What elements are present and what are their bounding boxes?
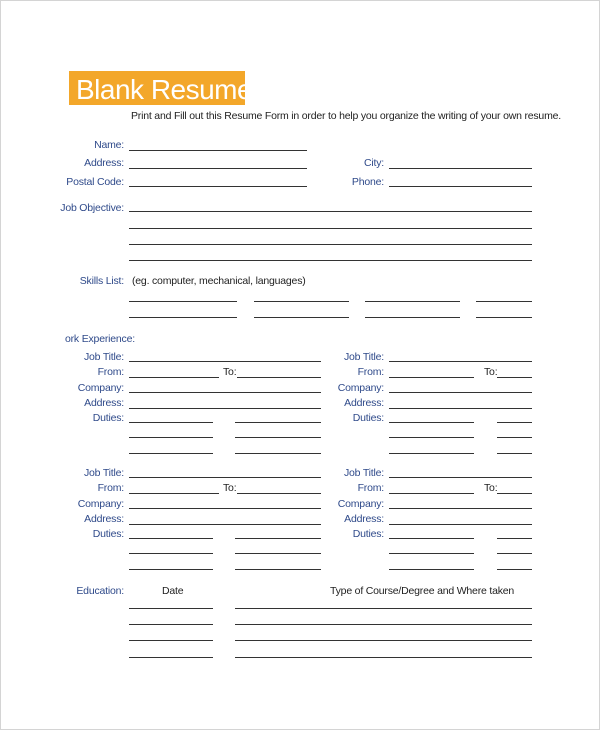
company-label: Company:	[77, 382, 124, 394]
postal-code-field[interactable]	[129, 186, 307, 187]
from-label: From:	[357, 366, 384, 378]
education-course-field[interactable]	[235, 657, 532, 658]
from-field[interactable]	[389, 493, 474, 494]
duties-field[interactable]	[235, 569, 321, 570]
job-title-label: Job Title:	[83, 351, 124, 363]
duties-field[interactable]	[235, 437, 321, 438]
duties-field[interactable]	[497, 569, 532, 570]
education-label: Education:	[76, 585, 124, 597]
duties-field[interactable]	[497, 422, 532, 423]
course-header: Type of Course/Degree and Where taken	[330, 585, 515, 597]
duties-field[interactable]	[389, 437, 474, 438]
duties-field[interactable]	[389, 538, 474, 539]
from-field[interactable]	[129, 493, 219, 494]
skills-hint: (eg. computer, mechanical, languages)	[132, 275, 306, 287]
page-subtitle: Print and Fill out this Resume Form in order to help you organize the writing of your own resume.	[131, 110, 561, 122]
phone-field[interactable]	[389, 186, 532, 187]
skill-field[interactable]	[254, 317, 349, 318]
duties-label: Duties:	[92, 528, 124, 540]
company-label: Company:	[77, 498, 124, 510]
job-title-field[interactable]	[389, 361, 532, 362]
duties-field[interactable]	[129, 553, 213, 554]
date-header: Date	[162, 585, 184, 597]
name-label: Name:	[94, 139, 124, 151]
skill-field[interactable]	[365, 317, 460, 318]
from-label: From:	[97, 482, 124, 494]
duties-field[interactable]	[235, 538, 321, 539]
duties-field[interactable]	[497, 453, 532, 454]
skill-field[interactable]	[129, 317, 237, 318]
education-course-field[interactable]	[235, 624, 532, 625]
education-date-field[interactable]	[129, 640, 213, 641]
to-field[interactable]	[237, 377, 321, 378]
to-label: To:	[223, 482, 237, 494]
duties-field[interactable]	[129, 538, 213, 539]
page-title: Blank Resume	[76, 74, 253, 105]
education-date-field[interactable]	[129, 657, 213, 658]
company-field[interactable]	[129, 392, 321, 393]
to-label: To:	[223, 366, 237, 378]
duties-field[interactable]	[129, 453, 213, 454]
skill-field[interactable]	[476, 317, 532, 318]
duties-field[interactable]	[129, 569, 213, 570]
city-field[interactable]	[389, 168, 532, 169]
duties-field[interactable]	[389, 453, 474, 454]
duties-field[interactable]	[235, 453, 321, 454]
objective-line[interactable]	[129, 260, 532, 261]
company-label: Company:	[337, 498, 384, 510]
address-label: Address:	[84, 397, 124, 409]
city-label: City:	[363, 157, 384, 169]
duties-label: Duties:	[352, 528, 384, 540]
job-title-label: Job Title:	[83, 467, 124, 479]
job-title-label: Job Title:	[343, 351, 384, 363]
duties-field[interactable]	[235, 422, 321, 423]
from-field[interactable]	[389, 377, 474, 378]
job-title-field[interactable]	[389, 477, 532, 478]
duties-field[interactable]	[129, 422, 213, 423]
skill-field[interactable]	[129, 301, 237, 302]
objective-line[interactable]	[129, 228, 532, 229]
address-label: Address:	[344, 513, 384, 525]
address-field[interactable]	[389, 524, 532, 525]
duties-field[interactable]	[389, 422, 474, 423]
address-label: Address:	[84, 513, 124, 525]
education-course-field[interactable]	[235, 640, 532, 641]
job-title-label: Job Title:	[343, 467, 384, 479]
objective-line[interactable]	[129, 211, 532, 212]
work-experience-label: ork Experience:	[65, 333, 135, 345]
address-label: Address:	[344, 397, 384, 409]
company-field[interactable]	[389, 508, 532, 509]
duties-field[interactable]	[129, 437, 213, 438]
duties-field[interactable]	[235, 553, 321, 554]
from-label: From:	[97, 366, 124, 378]
duties-field[interactable]	[389, 553, 474, 554]
from-field[interactable]	[129, 377, 219, 378]
skill-field[interactable]	[254, 301, 349, 302]
company-label: Company:	[337, 382, 384, 394]
company-field[interactable]	[129, 508, 321, 509]
education-date-field[interactable]	[129, 608, 213, 609]
postal-code-label: Postal Code:	[66, 176, 124, 188]
duties-field[interactable]	[389, 569, 474, 570]
duties-field[interactable]	[497, 437, 532, 438]
education-course-field[interactable]	[235, 608, 532, 609]
phone-label: Phone:	[351, 176, 384, 188]
address-field[interactable]	[389, 408, 532, 409]
from-label: From:	[357, 482, 384, 494]
address-field[interactable]	[129, 408, 321, 409]
skills-list-label: Skills List:	[79, 275, 124, 287]
to-label: To:	[484, 366, 498, 378]
skill-field[interactable]	[365, 301, 460, 302]
to-field[interactable]	[497, 377, 532, 378]
education-date-field[interactable]	[129, 624, 213, 625]
to-field[interactable]	[497, 493, 532, 494]
duties-field[interactable]	[497, 553, 532, 554]
address-label: Address:	[84, 157, 124, 169]
to-field[interactable]	[237, 493, 321, 494]
duties-field[interactable]	[497, 538, 532, 539]
address-field[interactable]	[129, 168, 307, 169]
objective-line[interactable]	[129, 244, 532, 245]
company-field[interactable]	[389, 392, 532, 393]
job-objective-label: Job Objective:	[60, 202, 124, 214]
job-title-field[interactable]	[129, 361, 321, 362]
to-label: To:	[484, 482, 498, 494]
duties-label: Duties:	[92, 412, 124, 424]
name-field[interactable]	[129, 150, 307, 151]
duties-label: Duties:	[352, 412, 384, 424]
job-title-field[interactable]	[129, 477, 321, 478]
skill-field[interactable]	[476, 301, 532, 302]
address-field[interactable]	[129, 524, 321, 525]
